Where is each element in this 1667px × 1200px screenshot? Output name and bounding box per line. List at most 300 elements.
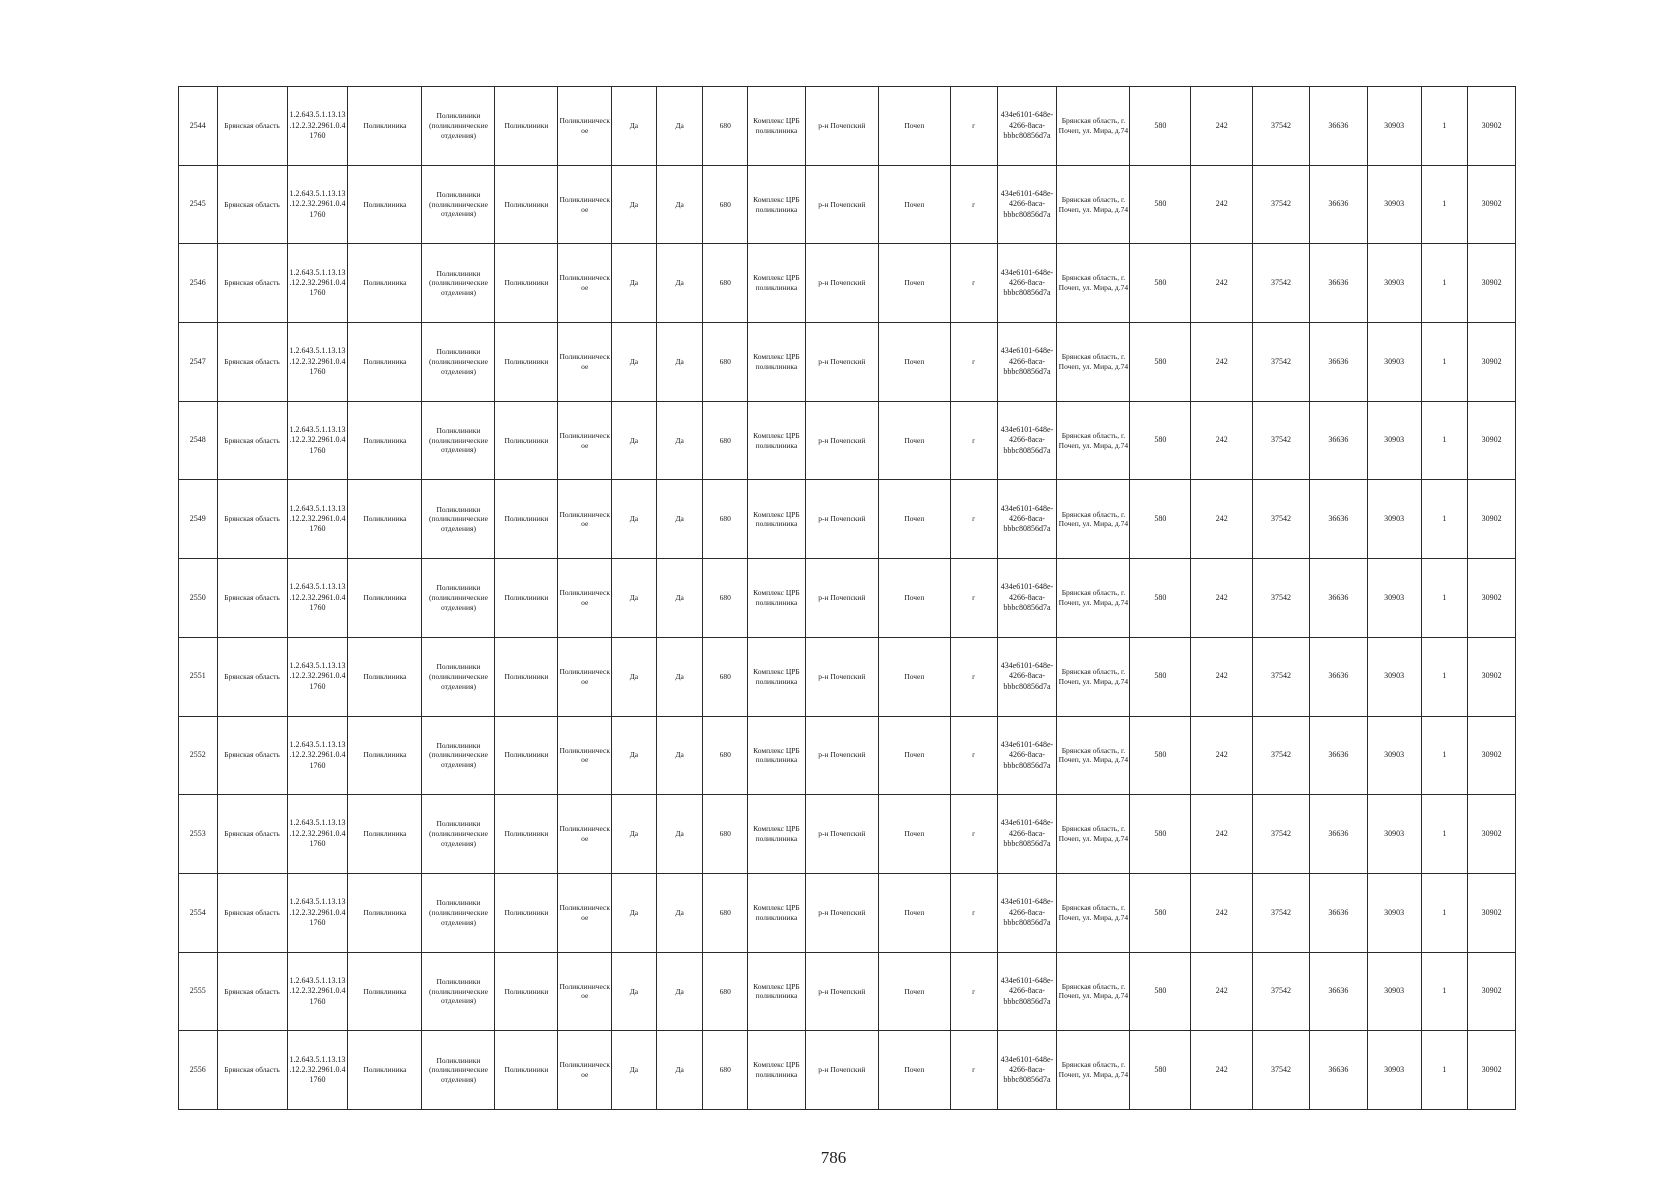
cell-flag-b: Да	[656, 244, 703, 323]
registry-table-body	[179, 87, 1516, 1110]
cell-unit-name: Поликлиники	[495, 323, 558, 402]
cell-guid: 434e6101-648e-4266-8aca-bbbc80856d7a	[997, 952, 1057, 1031]
cell-address: Брянская область, г. Почеп, ул. Мира, д.74	[1057, 244, 1130, 323]
cell-oid: 1.2.643.5.1.13.13.12.2.32.2961.0.41760	[287, 480, 348, 559]
cell-value-6: 1	[1421, 637, 1468, 716]
cell-locality: Почеп	[878, 716, 950, 795]
cell-district: р-н Почепский	[805, 244, 878, 323]
cell-structural-unit-type: Поликлиники (поликлинические отделения)	[422, 401, 495, 480]
cell-region: Брянская область	[217, 87, 287, 166]
cell-value-7: 30902	[1468, 87, 1516, 166]
cell-row-number: 2556	[179, 1031, 218, 1110]
cell-row-number: 2552	[179, 716, 218, 795]
table-row	[179, 87, 1516, 166]
cell-unit-profile: Поликлиническое	[558, 323, 612, 402]
cell-unit-name: Поликлиники	[495, 87, 558, 166]
cell-district: р-н Почепский	[805, 795, 878, 874]
cell-locality: Почеп	[878, 165, 950, 244]
cell-code: 680	[703, 559, 748, 638]
cell-building-name: Комплекс ЦРБ поликлиника	[748, 87, 806, 166]
cell-value-1: 580	[1130, 637, 1191, 716]
cell-district: р-н Почепский	[805, 559, 878, 638]
cell-district: р-н Почепский	[805, 637, 878, 716]
cell-value-2: 242	[1191, 795, 1253, 874]
cell-locality-type: г	[950, 323, 997, 402]
cell-code: 680	[703, 1031, 748, 1110]
cell-unit-name: Поликлиники	[495, 716, 558, 795]
cell-guid: 434e6101-648e-4266-8aca-bbbc80856d7a	[997, 323, 1057, 402]
cell-row-number: 2544	[179, 87, 218, 166]
cell-value-3: 37542	[1253, 323, 1310, 402]
cell-value-6: 1	[1421, 401, 1468, 480]
cell-flag-b: Да	[656, 87, 703, 166]
cell-row-number: 2547	[179, 323, 218, 402]
cell-building-name: Комплекс ЦРБ поликлиника	[748, 952, 806, 1031]
cell-locality-type: г	[950, 401, 997, 480]
cell-district: р-н Почепский	[805, 323, 878, 402]
cell-value-7: 30902	[1468, 323, 1516, 402]
cell-flag-b: Да	[656, 716, 703, 795]
cell-address: Брянская область, г. Почеп, ул. Мира, д.74	[1057, 637, 1130, 716]
page-number: 786	[820, 1148, 847, 1167]
cell-value-5: 30903	[1367, 559, 1421, 638]
cell-flag-a: Да	[612, 244, 657, 323]
cell-flag-a: Да	[612, 795, 657, 874]
cell-value-3: 37542	[1253, 87, 1310, 166]
cell-unit-profile: Поликлиническое	[558, 559, 612, 638]
cell-district: р-н Почепский	[805, 480, 878, 559]
cell-flag-b: Да	[656, 1031, 703, 1110]
cell-district: р-н Почепский	[805, 716, 878, 795]
cell-locality-type: г	[950, 873, 997, 952]
cell-value-2: 242	[1191, 716, 1253, 795]
cell-organization-type: Поликлиника	[348, 795, 422, 874]
table-row	[179, 165, 1516, 244]
cell-oid: 1.2.643.5.1.13.13.12.2.32.2961.0.41760	[287, 244, 348, 323]
cell-flag-a: Да	[612, 873, 657, 952]
cell-guid: 434e6101-648e-4266-8aca-bbbc80856d7a	[997, 795, 1057, 874]
cell-value-2: 242	[1191, 873, 1253, 952]
cell-locality: Почеп	[878, 952, 950, 1031]
cell-address: Брянская область, г. Почеп, ул. Мира, д.74	[1057, 559, 1130, 638]
cell-oid: 1.2.643.5.1.13.13.12.2.32.2961.0.41760	[287, 559, 348, 638]
cell-value-7: 30902	[1468, 559, 1516, 638]
cell-value-2: 242	[1191, 165, 1253, 244]
cell-value-5: 30903	[1367, 795, 1421, 874]
cell-value-5: 30903	[1367, 637, 1421, 716]
cell-building-name: Комплекс ЦРБ поликлиника	[748, 559, 806, 638]
table-row	[179, 1031, 1516, 1110]
cell-value-3: 37542	[1253, 559, 1310, 638]
cell-value-2: 242	[1191, 401, 1253, 480]
cell-value-4: 36636	[1309, 637, 1367, 716]
cell-value-1: 580	[1130, 1031, 1191, 1110]
cell-value-5: 30903	[1367, 1031, 1421, 1110]
cell-locality-type: г	[950, 87, 997, 166]
cell-structural-unit-type: Поликлиники (поликлинические отделения)	[422, 1031, 495, 1110]
cell-flag-b: Да	[656, 873, 703, 952]
cell-locality-type: г	[950, 559, 997, 638]
table-row	[179, 401, 1516, 480]
cell-oid: 1.2.643.5.1.13.13.12.2.32.2961.0.41760	[287, 795, 348, 874]
cell-guid: 434e6101-648e-4266-8aca-bbbc80856d7a	[997, 480, 1057, 559]
cell-building-name: Комплекс ЦРБ поликлиника	[748, 716, 806, 795]
cell-row-number: 2555	[179, 952, 218, 1031]
cell-address: Брянская область, г. Почеп, ул. Мира, д.74	[1057, 401, 1130, 480]
cell-region: Брянская область	[217, 480, 287, 559]
cell-flag-a: Да	[612, 716, 657, 795]
cell-unit-name: Поликлиники	[495, 637, 558, 716]
cell-code: 680	[703, 165, 748, 244]
cell-value-5: 30903	[1367, 165, 1421, 244]
cell-value-7: 30902	[1468, 480, 1516, 559]
cell-oid: 1.2.643.5.1.13.13.12.2.32.2961.0.41760	[287, 1031, 348, 1110]
cell-organization-type: Поликлиника	[348, 323, 422, 402]
cell-region: Брянская область	[217, 559, 287, 638]
cell-locality-type: г	[950, 952, 997, 1031]
cell-guid: 434e6101-648e-4266-8aca-bbbc80856d7a	[997, 87, 1057, 166]
cell-region: Брянская область	[217, 716, 287, 795]
cell-region: Брянская область	[217, 873, 287, 952]
cell-row-number: 2554	[179, 873, 218, 952]
cell-address: Брянская область, г. Почеп, ул. Мира, д.74	[1057, 952, 1130, 1031]
cell-flag-a: Да	[612, 165, 657, 244]
cell-locality: Почеп	[878, 323, 950, 402]
cell-building-name: Комплекс ЦРБ поликлиника	[748, 244, 806, 323]
cell-value-2: 242	[1191, 244, 1253, 323]
cell-unit-profile: Поликлиническое	[558, 873, 612, 952]
cell-structural-unit-type: Поликлиники (поликлинические отделения)	[422, 637, 495, 716]
cell-value-1: 580	[1130, 873, 1191, 952]
cell-value-7: 30902	[1468, 716, 1516, 795]
cell-district: р-н Почепский	[805, 952, 878, 1031]
cell-oid: 1.2.643.5.1.13.13.12.2.32.2961.0.41760	[287, 401, 348, 480]
cell-flag-a: Да	[612, 87, 657, 166]
cell-flag-b: Да	[656, 165, 703, 244]
cell-organization-type: Поликлиника	[348, 480, 422, 559]
cell-value-5: 30903	[1367, 323, 1421, 402]
cell-flag-a: Да	[612, 480, 657, 559]
cell-value-5: 30903	[1367, 480, 1421, 559]
cell-value-7: 30902	[1468, 165, 1516, 244]
cell-guid: 434e6101-648e-4266-8aca-bbbc80856d7a	[997, 559, 1057, 638]
cell-value-5: 30903	[1367, 401, 1421, 480]
cell-structural-unit-type: Поликлиники (поликлинические отделения)	[422, 323, 495, 402]
cell-unit-profile: Поликлиническое	[558, 795, 612, 874]
cell-flag-a: Да	[612, 323, 657, 402]
cell-unit-profile: Поликлиническое	[558, 401, 612, 480]
cell-region: Брянская область	[217, 952, 287, 1031]
cell-district: р-н Почепский	[805, 87, 878, 166]
cell-building-name: Комплекс ЦРБ поликлиника	[748, 873, 806, 952]
cell-address: Брянская область, г. Почеп, ул. Мира, д.74	[1057, 480, 1130, 559]
cell-flag-a: Да	[612, 952, 657, 1031]
cell-row-number: 2548	[179, 401, 218, 480]
cell-unit-name: Поликлиники	[495, 244, 558, 323]
cell-value-2: 242	[1191, 559, 1253, 638]
cell-value-1: 580	[1130, 244, 1191, 323]
cell-row-number: 2549	[179, 480, 218, 559]
cell-value-4: 36636	[1309, 480, 1367, 559]
cell-unit-name: Поликлиники	[495, 165, 558, 244]
cell-unit-profile: Поликлиническое	[558, 1031, 612, 1110]
cell-unit-profile: Поликлиническое	[558, 637, 612, 716]
cell-flag-a: Да	[612, 637, 657, 716]
cell-organization-type: Поликлиника	[348, 165, 422, 244]
cell-value-7: 30902	[1468, 873, 1516, 952]
cell-value-3: 37542	[1253, 716, 1310, 795]
cell-flag-b: Да	[656, 559, 703, 638]
cell-value-4: 36636	[1309, 1031, 1367, 1110]
cell-organization-type: Поликлиника	[348, 244, 422, 323]
cell-oid: 1.2.643.5.1.13.13.12.2.32.2961.0.41760	[287, 323, 348, 402]
cell-locality-type: г	[950, 244, 997, 323]
cell-code: 680	[703, 637, 748, 716]
cell-flag-b: Да	[656, 323, 703, 402]
cell-locality: Почеп	[878, 480, 950, 559]
cell-building-name: Комплекс ЦРБ поликлиника	[748, 323, 806, 402]
cell-district: р-н Почепский	[805, 401, 878, 480]
cell-unit-profile: Поликлиническое	[558, 952, 612, 1031]
cell-row-number: 2550	[179, 559, 218, 638]
cell-building-name: Комплекс ЦРБ поликлиника	[748, 165, 806, 244]
cell-structural-unit-type: Поликлиники (поликлинические отделения)	[422, 559, 495, 638]
cell-value-5: 30903	[1367, 873, 1421, 952]
cell-locality-type: г	[950, 795, 997, 874]
table-row	[179, 873, 1516, 952]
cell-unit-name: Поликлиники	[495, 1031, 558, 1110]
cell-oid: 1.2.643.5.1.13.13.12.2.32.2961.0.41760	[287, 716, 348, 795]
cell-organization-type: Поликлиника	[348, 716, 422, 795]
cell-value-7: 30902	[1468, 1031, 1516, 1110]
cell-region: Брянская область	[217, 165, 287, 244]
cell-value-6: 1	[1421, 165, 1468, 244]
table-row	[179, 716, 1516, 795]
cell-value-5: 30903	[1367, 87, 1421, 166]
cell-region: Брянская область	[217, 323, 287, 402]
cell-locality-type: г	[950, 480, 997, 559]
cell-value-5: 30903	[1367, 716, 1421, 795]
cell-flag-b: Да	[656, 637, 703, 716]
cell-unit-profile: Поликлиническое	[558, 165, 612, 244]
cell-value-1: 580	[1130, 952, 1191, 1031]
cell-value-4: 36636	[1309, 716, 1367, 795]
cell-value-4: 36636	[1309, 323, 1367, 402]
cell-code: 680	[703, 323, 748, 402]
cell-value-7: 30902	[1468, 244, 1516, 323]
cell-value-6: 1	[1421, 244, 1468, 323]
document-sheet	[178, 86, 1516, 1110]
cell-value-5: 30903	[1367, 952, 1421, 1031]
cell-locality: Почеп	[878, 637, 950, 716]
cell-district: р-н Почепский	[805, 873, 878, 952]
cell-value-1: 580	[1130, 165, 1191, 244]
cell-code: 680	[703, 401, 748, 480]
table-row	[179, 952, 1516, 1031]
cell-value-3: 37542	[1253, 244, 1310, 323]
cell-structural-unit-type: Поликлиники (поликлинические отделения)	[422, 480, 495, 559]
cell-region: Брянская область	[217, 795, 287, 874]
cell-value-7: 30902	[1468, 637, 1516, 716]
cell-locality-type: г	[950, 165, 997, 244]
cell-oid: 1.2.643.5.1.13.13.12.2.32.2961.0.41760	[287, 637, 348, 716]
cell-value-2: 242	[1191, 480, 1253, 559]
cell-value-3: 37542	[1253, 795, 1310, 874]
cell-row-number: 2553	[179, 795, 218, 874]
cell-unit-name: Поликлиники	[495, 952, 558, 1031]
registry-table	[178, 86, 1516, 1110]
cell-guid: 434e6101-648e-4266-8aca-bbbc80856d7a	[997, 716, 1057, 795]
cell-flag-b: Да	[656, 401, 703, 480]
cell-value-4: 36636	[1309, 165, 1367, 244]
cell-code: 680	[703, 873, 748, 952]
cell-oid: 1.2.643.5.1.13.13.12.2.32.2961.0.41760	[287, 165, 348, 244]
cell-region: Брянская область	[217, 637, 287, 716]
cell-unit-profile: Поликлиническое	[558, 87, 612, 166]
table-row	[179, 323, 1516, 402]
cell-structural-unit-type: Поликлиники (поликлинические отделения)	[422, 716, 495, 795]
cell-flag-b: Да	[656, 952, 703, 1031]
cell-organization-type: Поликлиника	[348, 1031, 422, 1110]
cell-address: Брянская область, г. Почеп, ул. Мира, д.74	[1057, 323, 1130, 402]
cell-address: Брянская область, г. Почеп, ул. Мира, д.74	[1057, 716, 1130, 795]
cell-value-6: 1	[1421, 952, 1468, 1031]
cell-guid: 434e6101-648e-4266-8aca-bbbc80856d7a	[997, 873, 1057, 952]
cell-flag-a: Да	[612, 559, 657, 638]
cell-district: р-н Почепский	[805, 1031, 878, 1110]
cell-address: Брянская область, г. Почеп, ул. Мира, д.74	[1057, 795, 1130, 874]
cell-value-1: 580	[1130, 480, 1191, 559]
cell-value-4: 36636	[1309, 87, 1367, 166]
cell-code: 680	[703, 87, 748, 166]
cell-region: Брянская область	[217, 244, 287, 323]
cell-flag-b: Да	[656, 480, 703, 559]
cell-building-name: Комплекс ЦРБ поликлиника	[748, 637, 806, 716]
cell-value-7: 30902	[1468, 952, 1516, 1031]
cell-locality: Почеп	[878, 87, 950, 166]
cell-building-name: Комплекс ЦРБ поликлиника	[748, 795, 806, 874]
cell-code: 680	[703, 716, 748, 795]
cell-value-6: 1	[1421, 1031, 1468, 1110]
cell-organization-type: Поликлиника	[348, 87, 422, 166]
cell-value-3: 37542	[1253, 1031, 1310, 1110]
cell-value-2: 242	[1191, 637, 1253, 716]
cell-unit-name: Поликлиники	[495, 795, 558, 874]
cell-value-6: 1	[1421, 87, 1468, 166]
cell-value-6: 1	[1421, 716, 1468, 795]
cell-value-1: 580	[1130, 559, 1191, 638]
table-row	[179, 795, 1516, 874]
cell-building-name: Комплекс ЦРБ поликлиника	[748, 1031, 806, 1110]
cell-row-number: 2546	[179, 244, 218, 323]
cell-locality: Почеп	[878, 873, 950, 952]
cell-value-5: 30903	[1367, 244, 1421, 323]
cell-organization-type: Поликлиника	[348, 873, 422, 952]
cell-address: Брянская область, г. Почеп, ул. Мира, д.74	[1057, 1031, 1130, 1110]
cell-row-number: 2545	[179, 165, 218, 244]
cell-value-3: 37542	[1253, 637, 1310, 716]
cell-value-7: 30902	[1468, 795, 1516, 874]
cell-value-6: 1	[1421, 559, 1468, 638]
cell-value-2: 242	[1191, 952, 1253, 1031]
cell-unit-name: Поликлиники	[495, 401, 558, 480]
cell-value-1: 580	[1130, 401, 1191, 480]
cell-value-4: 36636	[1309, 244, 1367, 323]
cell-unit-profile: Поликлиническое	[558, 244, 612, 323]
cell-locality-type: г	[950, 637, 997, 716]
cell-organization-type: Поликлиника	[348, 637, 422, 716]
cell-locality: Почеп	[878, 559, 950, 638]
cell-guid: 434e6101-648e-4266-8aca-bbbc80856d7a	[997, 165, 1057, 244]
cell-code: 680	[703, 244, 748, 323]
cell-value-2: 242	[1191, 87, 1253, 166]
cell-value-4: 36636	[1309, 795, 1367, 874]
cell-value-3: 37542	[1253, 165, 1310, 244]
cell-district: р-н Почепский	[805, 165, 878, 244]
cell-locality: Почеп	[878, 1031, 950, 1110]
cell-organization-type: Поликлиника	[348, 952, 422, 1031]
cell-value-4: 36636	[1309, 559, 1367, 638]
cell-flag-a: Да	[612, 1031, 657, 1110]
cell-address: Брянская область, г. Почеп, ул. Мира, д.74	[1057, 165, 1130, 244]
cell-oid: 1.2.643.5.1.13.13.12.2.32.2961.0.41760	[287, 952, 348, 1031]
cell-locality: Почеп	[878, 401, 950, 480]
cell-unit-name: Поликлиники	[495, 559, 558, 638]
cell-value-1: 580	[1130, 323, 1191, 402]
cell-region: Брянская область	[217, 1031, 287, 1110]
cell-unit-profile: Поликлиническое	[558, 716, 612, 795]
cell-unit-name: Поликлиники	[495, 873, 558, 952]
table-row	[179, 559, 1516, 638]
cell-guid: 434e6101-648e-4266-8aca-bbbc80856d7a	[997, 637, 1057, 716]
cell-organization-type: Поликлиника	[348, 401, 422, 480]
table-row	[179, 637, 1516, 716]
cell-structural-unit-type: Поликлиники (поликлинические отделения)	[422, 795, 495, 874]
cell-organization-type: Поликлиника	[348, 559, 422, 638]
cell-address: Брянская область, г. Почеп, ул. Мира, д.74	[1057, 87, 1130, 166]
cell-locality-type: г	[950, 716, 997, 795]
cell-structural-unit-type: Поликлиники (поликлинические отделения)	[422, 87, 495, 166]
cell-value-1: 580	[1130, 795, 1191, 874]
cell-code: 680	[703, 480, 748, 559]
cell-structural-unit-type: Поликлиники (поликлинические отделения)	[422, 952, 495, 1031]
cell-value-6: 1	[1421, 323, 1468, 402]
cell-value-7: 30902	[1468, 401, 1516, 480]
cell-row-number: 2551	[179, 637, 218, 716]
cell-locality-type: г	[950, 1031, 997, 1110]
cell-value-3: 37542	[1253, 952, 1310, 1031]
cell-guid: 434e6101-648e-4266-8aca-bbbc80856d7a	[997, 1031, 1057, 1110]
cell-locality: Почеп	[878, 244, 950, 323]
cell-oid: 1.2.643.5.1.13.13.12.2.32.2961.0.41760	[287, 87, 348, 166]
cell-oid: 1.2.643.5.1.13.13.12.2.32.2961.0.41760	[287, 873, 348, 952]
table-row	[179, 480, 1516, 559]
cell-value-4: 36636	[1309, 873, 1367, 952]
cell-value-2: 242	[1191, 323, 1253, 402]
cell-guid: 434e6101-648e-4266-8aca-bbbc80856d7a	[997, 401, 1057, 480]
cell-value-3: 37542	[1253, 873, 1310, 952]
cell-value-6: 1	[1421, 795, 1468, 874]
cell-unit-name: Поликлиники	[495, 480, 558, 559]
cell-value-1: 580	[1130, 87, 1191, 166]
cell-value-4: 36636	[1309, 952, 1367, 1031]
cell-address: Брянская область, г. Почеп, ул. Мира, д.74	[1057, 873, 1130, 952]
cell-flag-a: Да	[612, 401, 657, 480]
cell-value-3: 37542	[1253, 401, 1310, 480]
cell-value-4: 36636	[1309, 401, 1367, 480]
cell-code: 680	[703, 795, 748, 874]
cell-value-6: 1	[1421, 873, 1468, 952]
